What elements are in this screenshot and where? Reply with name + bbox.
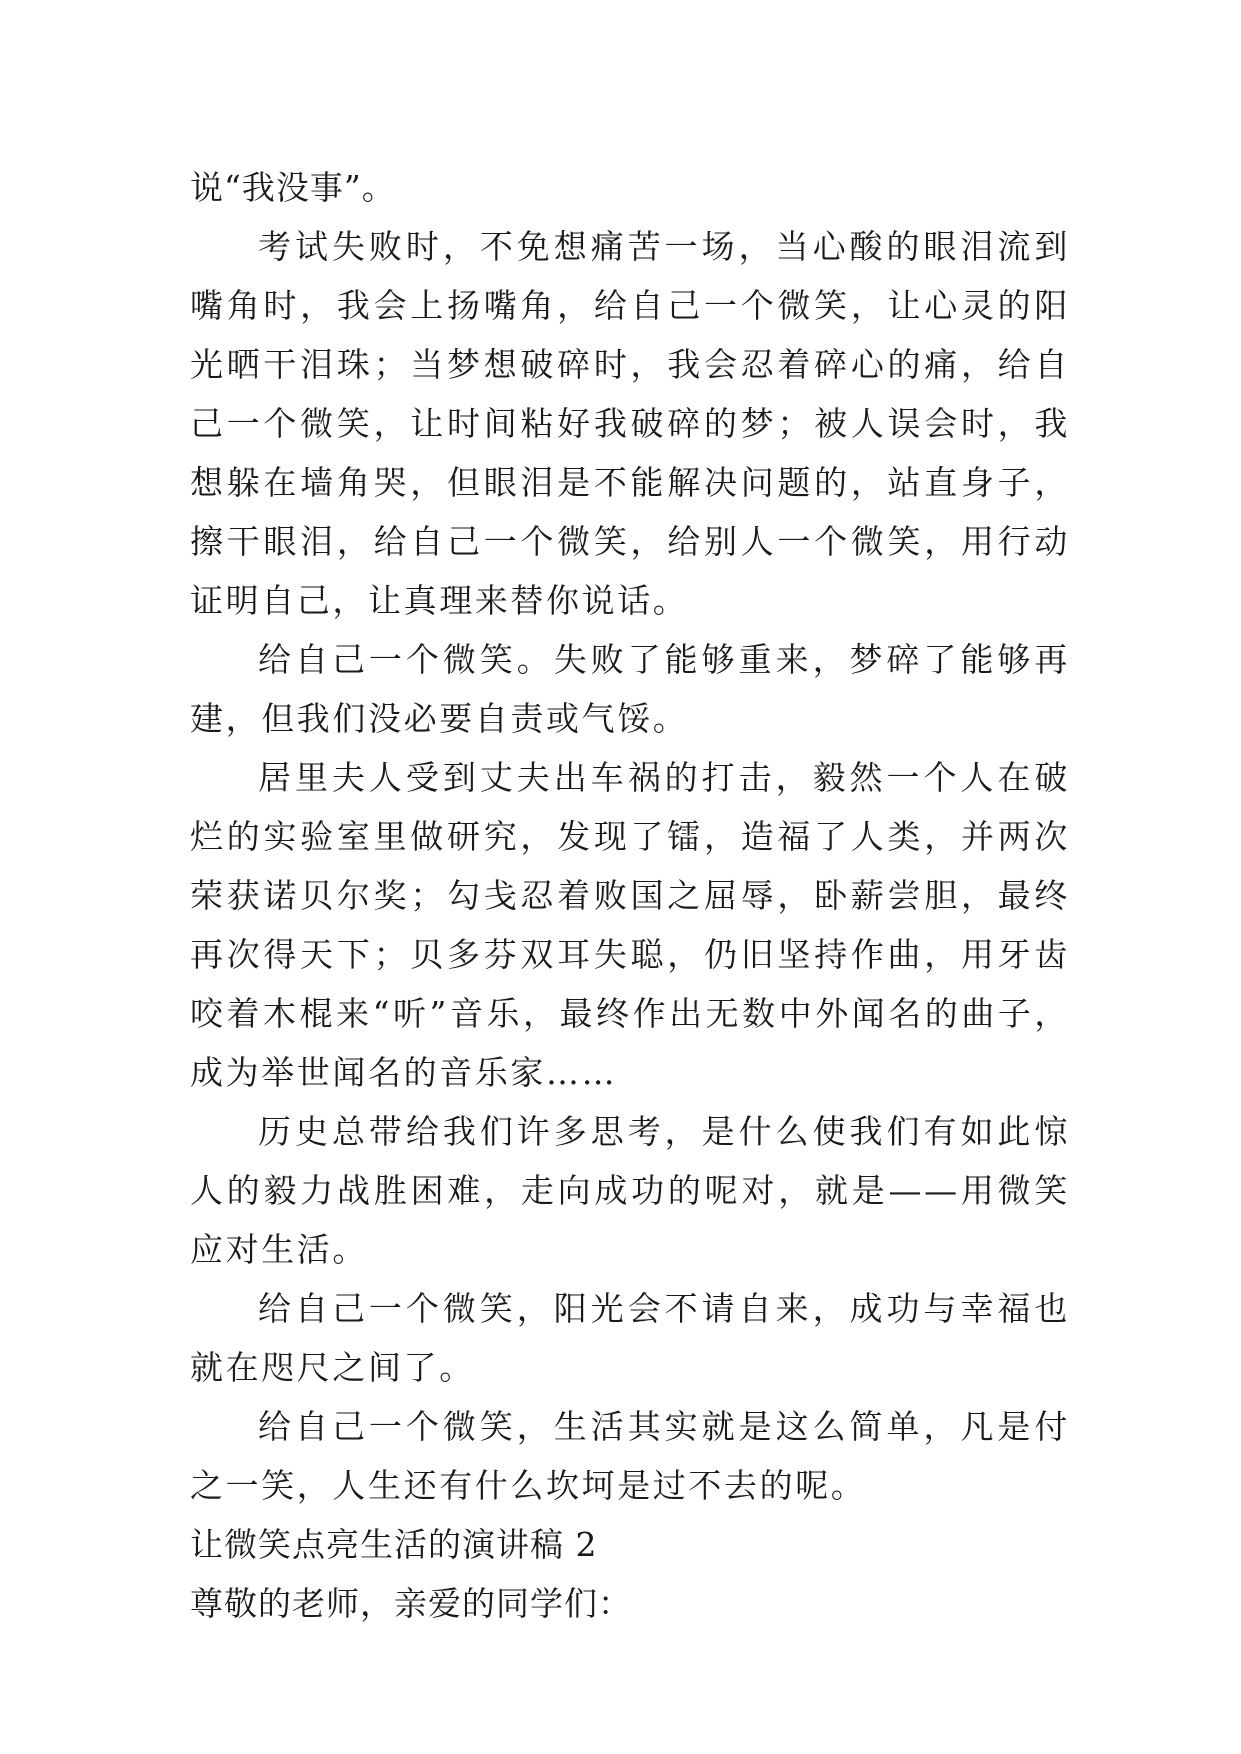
paragraph-1: 说“我没事”。 <box>190 168 396 207</box>
paragraph-6: 给自己一个微笑，阳光会不请自来，成功与幸福也就在咫尺之间了。 <box>190 1289 1070 1387</box>
salutation: 尊敬的老师，亲爱的同学们： <box>190 1584 632 1623</box>
paragraph-5: 历史总带给我们许多思考，是什么使我们有如此惊人的毅力战胜困难，走向成功的呢对，就是——用微笑应对生活。 <box>190 1112 1070 1269</box>
paragraph-4: 居里夫人受到丈夫出车祸的打击，毅然一个人在破烂的实验室里做研究，发现了镭，造福了人类，并两次荣获诺贝尔奖；勾戋忍着败国之屈辱，卧薪尝胆，最终再次得天下；贝多芬双耳失聪，仍旧坚持作曲，用牙齿咬着木棍来“听”音乐，最终作出无数中外闻名的曲子，成为举世闻名的音乐家…… <box>190 758 1070 1092</box>
section-title: 让微笑点亮生活的演讲稿 2 <box>190 1525 598 1564</box>
paragraph-7: 给自己一个微笑，生活其实就是这么简单，凡是付之一笑，人生还有什么坎坷是过不去的呢。 <box>190 1407 1070 1505</box>
paragraph-2: 考试失败时，不免想痛苦一场，当心酸的眼泪流到嘴角时，我会上扬嘴角，给自己一个微笑，让心灵的阳光晒干泪珠；当梦想破碎时，我会忍着碎心的痛，给自己一个微笑，让时间粘好我破碎的梦；被人误会时，我想躲在墙角哭，但眼泪是不能解决问题的，站直身子，擦干眼泪，给自己一个微笑，给别人一个微笑，用行动证明自己，让真理来替你说话。 <box>190 227 1070 620</box>
paragraph-3: 给自己一个微笑。失败了能够重来，梦碎了能够再建，但我们没必要自责或气馁。 <box>190 640 1070 738</box>
document-body <box>190 158 1070 1633</box>
